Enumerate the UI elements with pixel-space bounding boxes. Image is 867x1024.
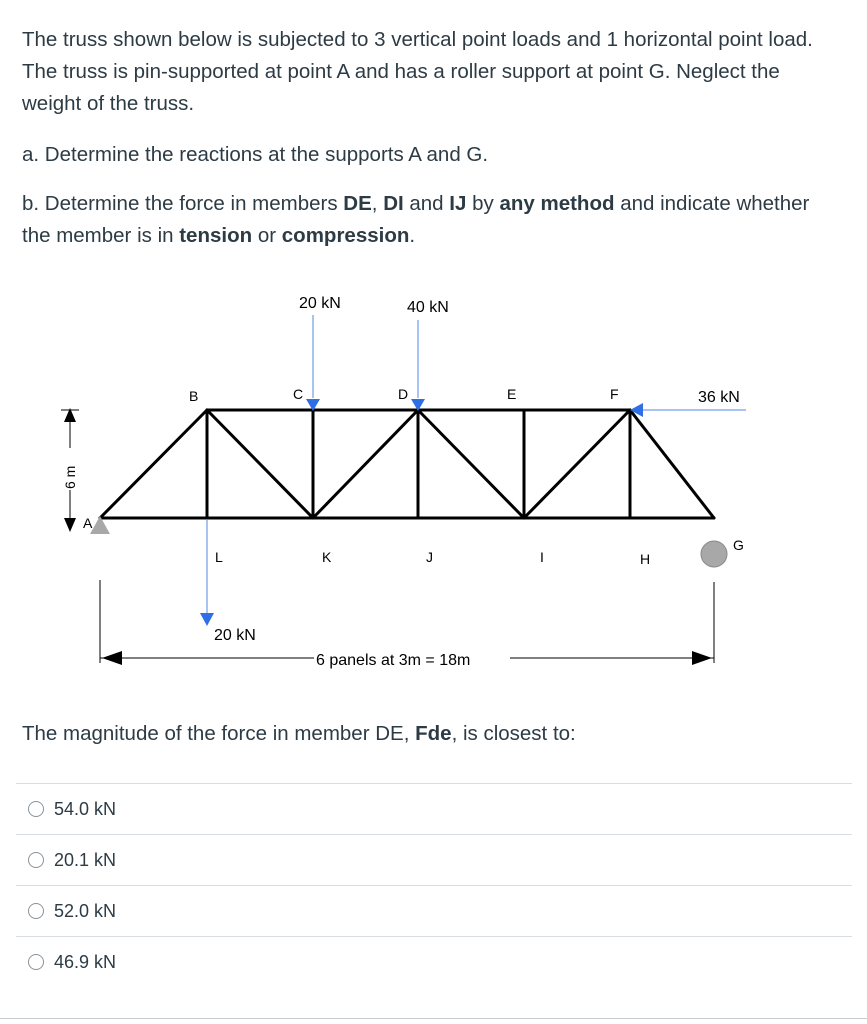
tension: tension bbox=[179, 224, 253, 247]
height-dim-arrow-bottom bbox=[64, 518, 76, 532]
member-di bbox=[418, 410, 524, 518]
member-de: DE bbox=[343, 192, 372, 215]
member-fg bbox=[630, 410, 714, 518]
part-b-text: by bbox=[466, 192, 500, 215]
node-label-b: B bbox=[189, 388, 199, 404]
member-ij: IJ bbox=[449, 192, 467, 215]
answer-label: 52.0 kN bbox=[54, 900, 117, 921]
radio-button[interactable] bbox=[28, 903, 44, 919]
node-label-f: F bbox=[610, 386, 619, 402]
load-label-c: 20 kN bbox=[299, 295, 341, 312]
part-b-text: b. Determine the force in members bbox=[22, 192, 344, 215]
part-b-text: . bbox=[409, 224, 416, 247]
load-label-d: 40 kN bbox=[407, 299, 449, 316]
answer-option-4[interactable] bbox=[16, 936, 852, 987]
intro-line-1: The truss shown below is subjected to 3 vertical point loads and 1 horizontal point load. bbox=[22, 28, 813, 51]
intro-line-3: weight of the truss. bbox=[22, 92, 195, 115]
prompt-text: The magnitude of the force in member DE, bbox=[22, 722, 416, 745]
part-b-text: , bbox=[371, 192, 384, 215]
radio-button[interactable] bbox=[28, 852, 44, 868]
any-method: any method bbox=[499, 192, 615, 215]
part-b-text: or bbox=[252, 224, 282, 247]
node-label-c: C bbox=[293, 386, 304, 402]
member-kd bbox=[313, 410, 418, 518]
load-label-l: 20 kN bbox=[214, 627, 256, 644]
part-a: a. Determine the reactions at the supports A and G. bbox=[22, 143, 489, 166]
node-label-a: A bbox=[83, 515, 93, 531]
span-dim-label: 6 panels at 3m = 18m bbox=[316, 652, 471, 669]
compression: compression bbox=[281, 224, 410, 247]
intro-line-2: The truss is pin-supported at point A and has a roller support at point G. Neglect the bbox=[22, 60, 780, 83]
span-dim-arrow-right bbox=[692, 651, 712, 665]
node-label-g: G bbox=[733, 537, 744, 553]
question-intro bbox=[22, 24, 852, 120]
radio-button[interactable] bbox=[28, 801, 44, 817]
answer-option-3[interactable] bbox=[16, 885, 852, 936]
part-b-text: the member is in bbox=[22, 224, 180, 247]
answer-list bbox=[16, 783, 852, 987]
node-label-h: H bbox=[640, 551, 651, 567]
roller-support-g bbox=[701, 541, 727, 567]
bottom-divider bbox=[0, 1018, 867, 1019]
node-label-d: D bbox=[398, 386, 409, 402]
member-if bbox=[524, 410, 630, 518]
radio-button[interactable] bbox=[28, 954, 44, 970]
height-dim-label: 6 m bbox=[62, 465, 78, 489]
answer-label: 46.9 kN bbox=[54, 951, 117, 972]
load-label-f: 36 kN bbox=[698, 389, 740, 406]
node-label-j: J bbox=[426, 549, 433, 565]
answer-option-2[interactable] bbox=[16, 834, 852, 885]
node-label-e: E bbox=[507, 386, 517, 402]
truss-diagram bbox=[0, 270, 867, 690]
member-di: DI bbox=[383, 192, 404, 215]
load-arrow-l bbox=[200, 613, 214, 626]
truss-members bbox=[100, 410, 714, 518]
answer-label: 54.0 kN bbox=[54, 798, 117, 819]
node-label-k: K bbox=[322, 549, 332, 565]
node-label-i: I bbox=[540, 549, 544, 565]
node-label-l: L bbox=[215, 549, 223, 565]
part-b-text: and indicate whether bbox=[614, 192, 810, 215]
question-prompt bbox=[22, 718, 852, 750]
answer-option-1[interactable] bbox=[16, 783, 852, 834]
part-b-text: and bbox=[403, 192, 450, 215]
span-dim-arrow-left bbox=[102, 651, 122, 665]
member-bk bbox=[207, 410, 313, 518]
prompt-text: , is closest to: bbox=[451, 722, 576, 745]
member-ab bbox=[100, 410, 207, 518]
prompt-fde: Fde bbox=[415, 722, 452, 745]
answer-label: 20.1 kN bbox=[54, 849, 117, 870]
part-b bbox=[22, 188, 852, 252]
